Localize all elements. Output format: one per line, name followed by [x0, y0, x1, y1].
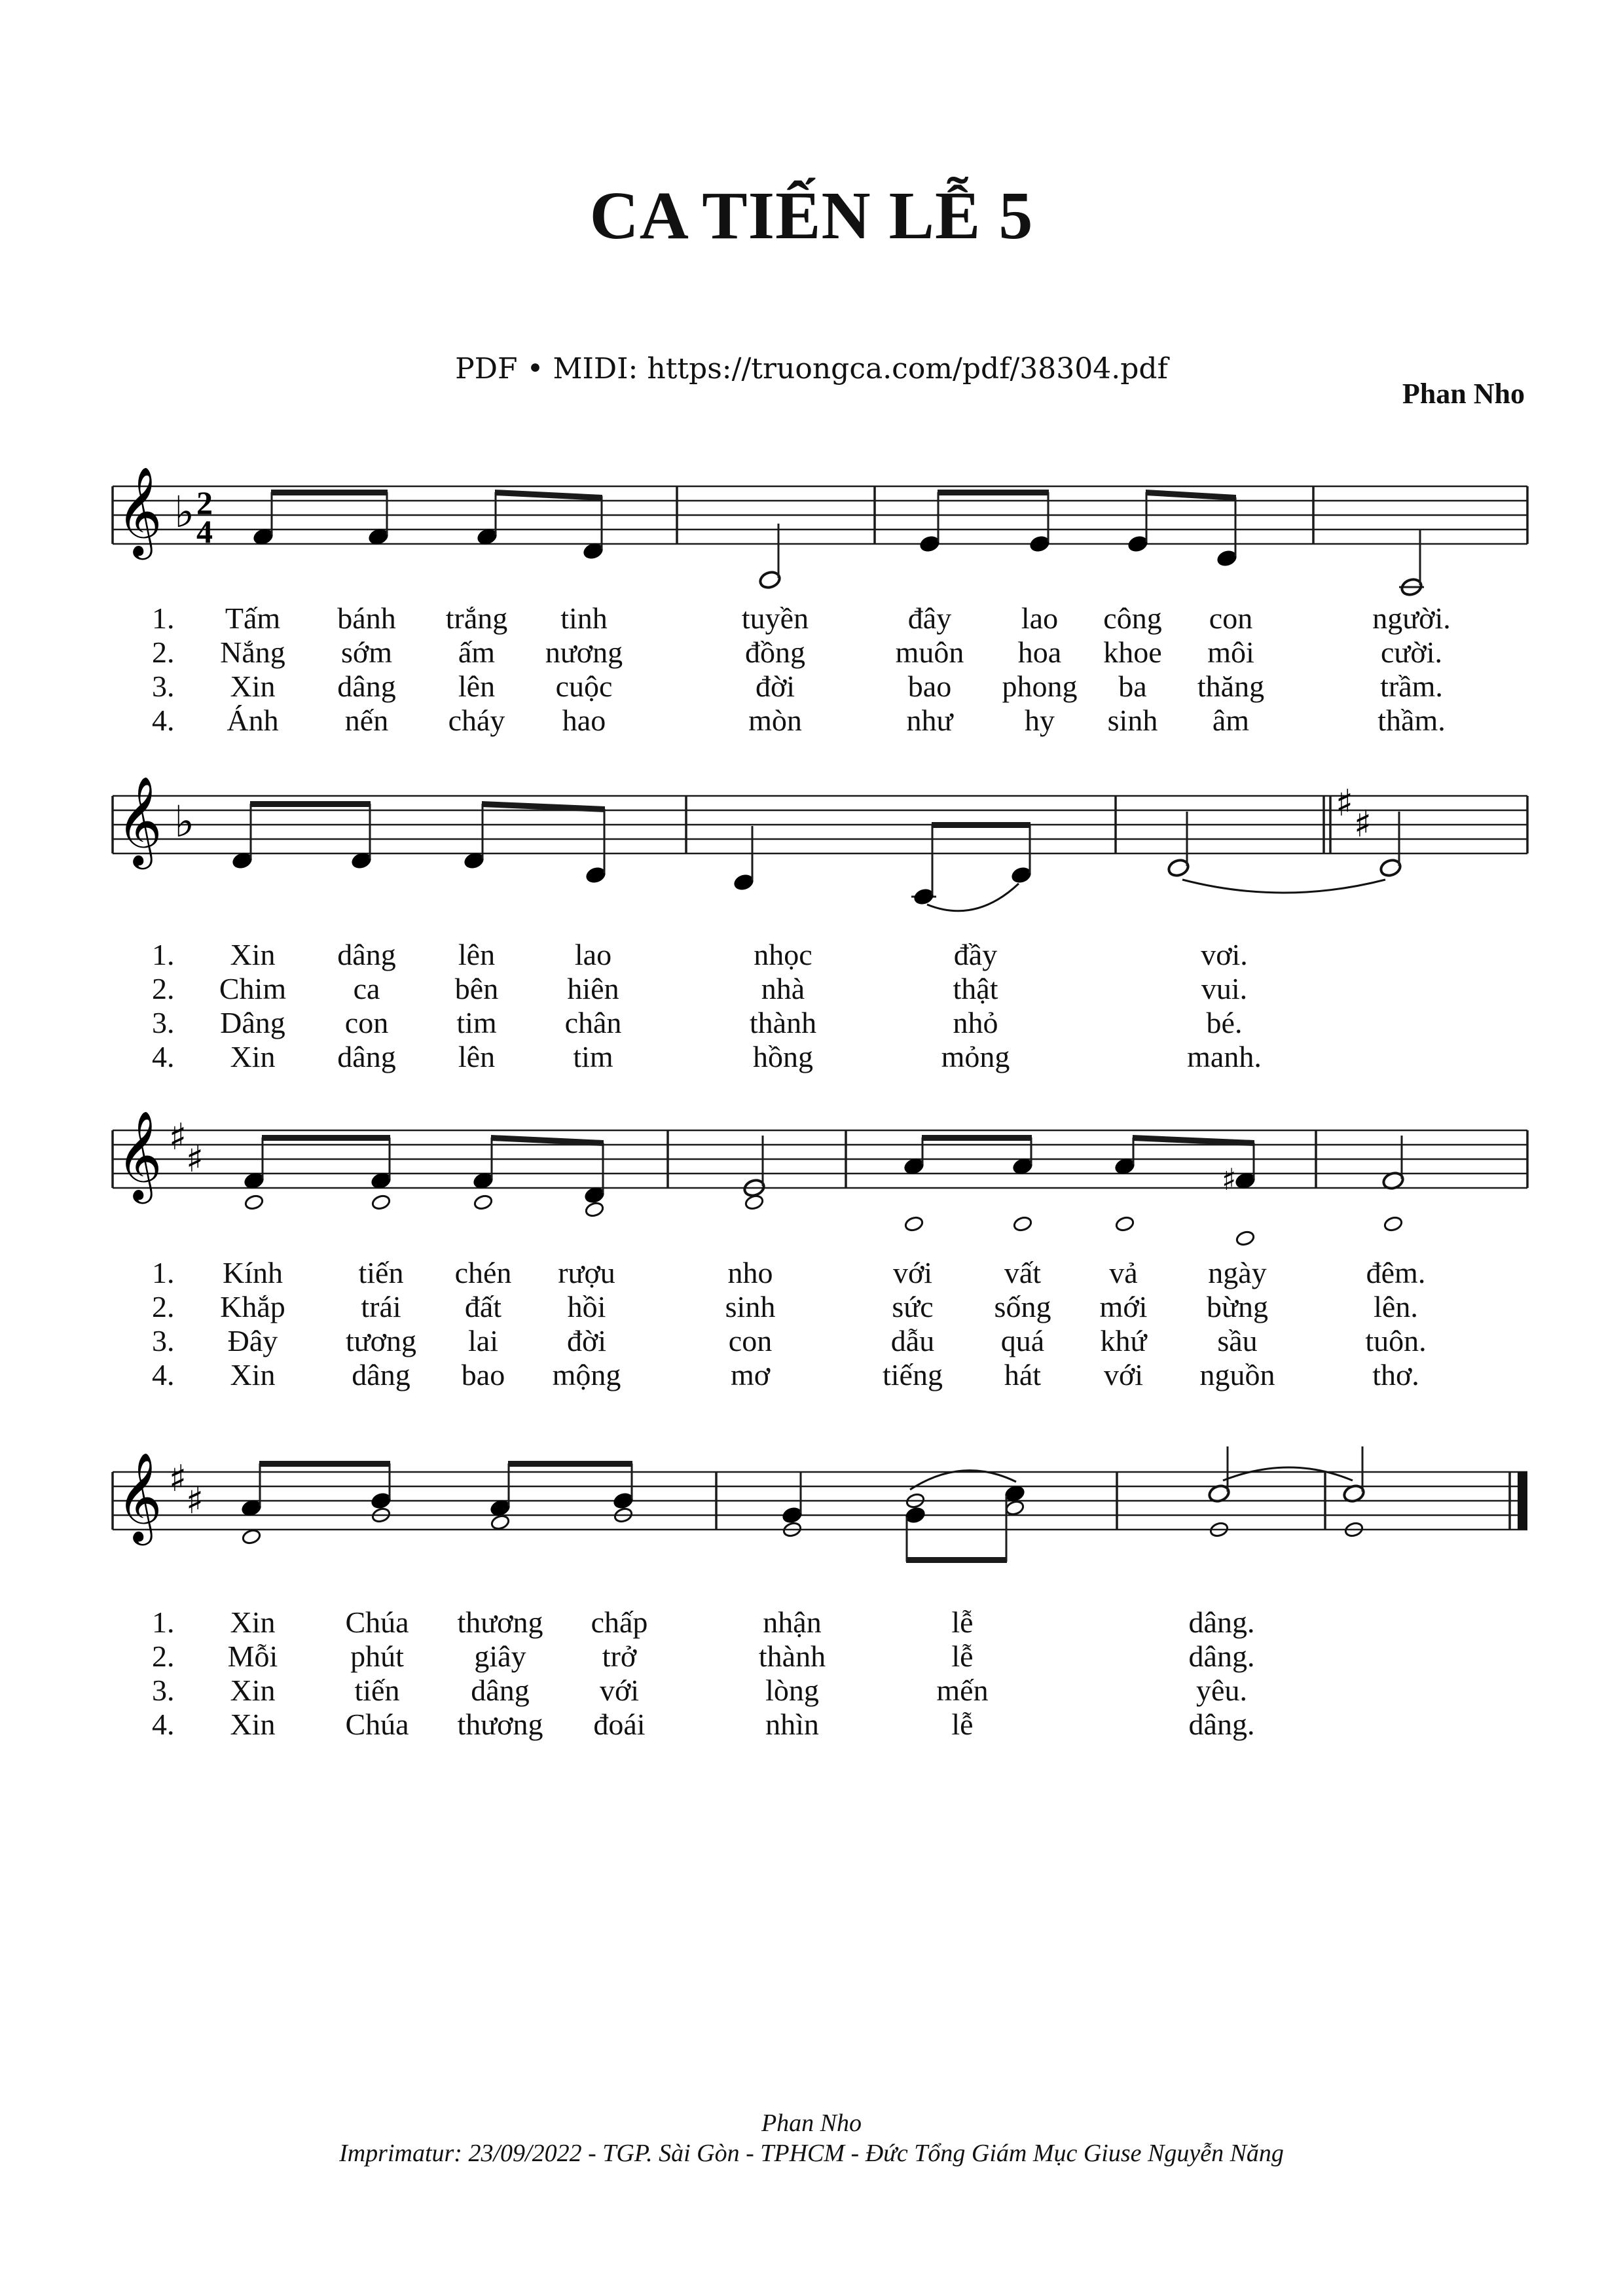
lyric-syllable: lên	[458, 938, 496, 971]
lyric-syllable: với	[1103, 1358, 1144, 1391]
verse-number: 1.	[152, 938, 175, 971]
lyric-syllable: môi	[1207, 636, 1254, 669]
verse-number: 1.	[152, 1256, 175, 1289]
lyrics-system-2	[152, 938, 1262, 1073]
lyric-syllable: Xin	[230, 938, 276, 971]
lyric-syllable: lên	[458, 1040, 496, 1073]
lyrics-system-4	[152, 1605, 1254, 1741]
sharp-sign-icon: ♯	[186, 1138, 204, 1181]
lyric-syllable: ca	[353, 972, 380, 1005]
lyric-syllable: thật	[953, 972, 998, 1005]
sharp-sign-icon: ♯	[186, 1480, 204, 1522]
lyric-syllable: sầu	[1217, 1324, 1258, 1357]
lyric-syllable: mới	[1099, 1290, 1148, 1323]
sharp-sign-icon: ♯	[169, 1458, 187, 1500]
footer-composer: Phan Nho	[761, 2109, 862, 2137]
lyric-syllable: dâng	[471, 1674, 530, 1707]
lyric-syllable: tuyền	[741, 601, 809, 635]
lyric-syllable: khoe	[1103, 636, 1162, 669]
lyric-syllable: thầm.	[1377, 704, 1446, 737]
lyric-syllable: công	[1103, 601, 1162, 635]
lyric-syllable: phong	[1002, 670, 1078, 703]
lyric-syllable: thành	[758, 1640, 826, 1673]
lyric-syllable: nhà	[761, 972, 805, 1005]
sharp-sign-icon: ♯	[1336, 782, 1354, 825]
lyric-syllable: tiến	[354, 1674, 400, 1707]
time-signature-top: 2	[196, 484, 213, 521]
lyric-syllable: nến	[344, 704, 389, 737]
lyric-syllable: vả	[1109, 1256, 1138, 1289]
lyric-syllable: dâng	[337, 938, 396, 971]
lyric-syllable: Xin	[230, 1605, 276, 1639]
lyric-syllable: trắng	[445, 601, 508, 635]
sharp-sign-icon: ♯	[169, 1116, 187, 1158]
lyric-syllable: lễ	[951, 1605, 974, 1639]
lyric-syllable: con	[344, 1006, 389, 1039]
footer-imprimatur: Imprimatur: 23/09/2022 - TGP. Sài Gòn - TPHCM - Đức Tổng Giám Mục Giuse Nguyễn Năng	[339, 2140, 1284, 2167]
verse-number: 2.	[152, 972, 175, 1005]
lyric-syllable: đồng	[745, 636, 805, 669]
lyric-syllable: cười.	[1381, 636, 1442, 669]
lyric-syllable: lễ	[951, 1640, 974, 1673]
lyric-syllable: con	[728, 1324, 773, 1357]
lyric-syllable: sinh	[1107, 704, 1158, 737]
lyric-syllable: Mỗi	[227, 1640, 278, 1673]
lyric-syllable: hoa	[1017, 636, 1062, 669]
lyric-syllable: tương	[345, 1324, 417, 1357]
lyric-syllable: sức	[892, 1290, 934, 1323]
lyric-syllable: Khắp	[220, 1290, 285, 1323]
lyric-syllable: lòng	[765, 1674, 819, 1707]
staff-system-2	[113, 775, 1527, 911]
lyric-syllable: Tấm	[225, 601, 281, 635]
lyric-syllable: hy	[1025, 704, 1055, 737]
staff-system-1	[113, 465, 1527, 597]
lyric-syllable: hát	[1004, 1358, 1042, 1391]
lyric-syllable: mòn	[748, 704, 802, 737]
lyric-syllable: mơ	[730, 1358, 771, 1391]
lyric-syllable: âm	[1212, 704, 1250, 737]
lyric-syllable: vơi.	[1201, 938, 1248, 971]
lyric-syllable: nhìn	[765, 1708, 819, 1741]
lyric-syllable: trầm.	[1380, 670, 1443, 703]
slur	[927, 884, 1019, 911]
lyric-syllable: Dâng	[220, 1006, 285, 1039]
staff-system-3	[113, 1109, 1527, 1247]
lyric-syllable: chân	[564, 1006, 622, 1039]
flat-sign-icon: ♭	[174, 487, 195, 537]
lyric-syllable: với	[892, 1256, 933, 1289]
lyric-syllable: tim	[456, 1006, 497, 1039]
lyric-syllable: bánh	[337, 601, 396, 635]
lyric-syllable: dâng	[352, 1358, 410, 1391]
sharp-sign-icon: ♯	[1354, 803, 1372, 846]
lyric-syllable: đời	[566, 1324, 607, 1357]
tie	[1223, 1467, 1353, 1480]
lyric-syllable: đầy	[953, 938, 998, 971]
verse-number: 3.	[152, 670, 175, 703]
composer-name: Phan Nho	[1402, 378, 1525, 410]
lyric-syllable: muôn	[895, 636, 964, 669]
lyric-syllable: thương	[457, 1605, 543, 1639]
lyric-syllable: nguồn	[1199, 1358, 1275, 1391]
lyric-syllable: dâng	[337, 670, 396, 703]
lyric-syllable: trái	[361, 1290, 401, 1323]
lyric-syllable: sớm	[340, 636, 393, 669]
lyric-syllable: hiên	[567, 972, 619, 1005]
lyric-syllable: bao	[907, 670, 952, 703]
lyric-syllable: lên	[458, 670, 496, 703]
sharp-sign-icon: ♯	[1222, 1162, 1237, 1197]
verse-number: 4.	[152, 1040, 175, 1073]
verse-number: 4.	[152, 1708, 175, 1741]
lyric-syllable: mỏng	[941, 1040, 1010, 1073]
lyric-syllable: tiếng	[883, 1358, 943, 1391]
lyric-syllable: đoái	[593, 1708, 646, 1741]
lyric-syllable: thơ.	[1372, 1358, 1419, 1391]
verse-number: 3.	[152, 1006, 175, 1039]
lyric-syllable: lai	[468, 1324, 498, 1357]
verse-number: 1.	[152, 601, 175, 635]
lyrics-system-3	[152, 1256, 1427, 1391]
treble-clef-icon: 𝄞	[117, 775, 162, 865]
flat-sign-icon: ♭	[174, 797, 195, 847]
lyric-syllable: tinh	[560, 601, 608, 635]
lyric-syllable: Kính	[223, 1256, 283, 1289]
lyric-syllable: bên	[454, 972, 499, 1005]
lyric-syllable: dâng	[337, 1040, 396, 1073]
lyric-syllable: Xin	[230, 670, 276, 703]
lyric-syllable: Xin	[230, 1358, 276, 1391]
lyrics-system-1	[152, 601, 1451, 737]
lyric-syllable: sống	[994, 1290, 1051, 1323]
lyric-syllable: cuộc	[555, 670, 613, 703]
lyric-syllable: dâng.	[1188, 1708, 1255, 1741]
lyric-syllable: Ánh	[227, 704, 279, 737]
lyric-syllable: nhọc	[754, 938, 812, 971]
lyric-syllable: dâng.	[1188, 1640, 1255, 1673]
lyric-syllable: hồi	[567, 1290, 606, 1323]
lyric-syllable: hồng	[753, 1040, 813, 1073]
lyric-syllable: quá	[1000, 1324, 1045, 1357]
lyric-syllable: yêu.	[1196, 1674, 1247, 1707]
lyric-syllable: Xin	[230, 1040, 276, 1073]
treble-clef-icon: 𝄞	[117, 465, 162, 556]
lyric-syllable: tiến	[358, 1256, 404, 1289]
staff-system-4	[113, 1446, 1527, 1563]
verse-number: 2.	[152, 636, 175, 669]
lyric-syllable: dâng.	[1188, 1605, 1255, 1639]
song-title: CA TIẾN LỄ 5	[589, 178, 1034, 253]
lyric-syllable: nho	[727, 1256, 773, 1289]
lyric-syllable: nhỏ	[953, 1006, 998, 1039]
lyric-syllable: Nắng	[220, 636, 285, 669]
lyric-syllable: hao	[562, 704, 606, 737]
lyric-syllable: nhận	[763, 1605, 822, 1639]
lyric-syllable: đêm.	[1366, 1256, 1426, 1289]
lyric-syllable: phút	[350, 1640, 404, 1673]
lyric-syllable: lao	[1021, 601, 1059, 635]
lyric-syllable: chén	[454, 1256, 512, 1289]
treble-clef-icon: 𝄞	[117, 1109, 162, 1200]
lyric-syllable: lên.	[1374, 1290, 1418, 1323]
lyric-syllable: mộng	[552, 1358, 621, 1391]
time-signature-bottom: 4	[196, 513, 213, 550]
verse-number: 1.	[152, 1605, 175, 1639]
lyric-syllable: tim	[573, 1040, 613, 1073]
lyric-syllable: chấp	[591, 1605, 648, 1639]
tie	[1182, 880, 1385, 893]
lyric-syllable: nương	[545, 636, 623, 669]
lyric-syllable: cháy	[448, 704, 505, 737]
lyric-syllable: Chúa	[345, 1605, 409, 1639]
lyric-syllable: thương	[457, 1708, 543, 1741]
treble-clef-icon: 𝄞	[117, 1451, 162, 1541]
lyric-syllable: con	[1209, 601, 1253, 635]
verse-number: 3.	[152, 1324, 175, 1357]
lyric-syllable: đất	[464, 1290, 502, 1323]
lyric-syllable: ngày	[1208, 1256, 1267, 1289]
lyric-syllable: rượu	[558, 1256, 615, 1289]
lyric-syllable: lễ	[951, 1708, 974, 1741]
lyric-syllable: vui.	[1201, 972, 1248, 1005]
lyric-syllable: thăng	[1197, 670, 1265, 703]
lyric-syllable: Xin	[230, 1674, 276, 1707]
lyric-syllable: Chim	[219, 972, 287, 1005]
lyric-syllable: Đây	[227, 1324, 278, 1357]
verse-number: 4.	[152, 1358, 175, 1391]
verse-number: 3.	[152, 1674, 175, 1707]
lyric-syllable: đây	[907, 601, 952, 635]
final-barline	[1518, 1472, 1527, 1530]
lyric-syllable: bừng	[1207, 1290, 1268, 1323]
lyric-syllable: sinh	[725, 1290, 776, 1323]
lyric-syllable: trở	[602, 1640, 637, 1673]
lyric-syllable: Xin	[230, 1708, 276, 1741]
lyric-syllable: giây	[474, 1640, 526, 1673]
lyric-syllable: vất	[1004, 1256, 1042, 1289]
lyric-syllable: tuôn.	[1365, 1324, 1427, 1357]
lyric-syllable: thành	[749, 1006, 817, 1039]
lyric-syllable: khứ	[1100, 1324, 1147, 1357]
lyric-syllable: người.	[1372, 601, 1451, 635]
lyric-syllable: ấm	[458, 636, 496, 669]
verse-number: 4.	[152, 704, 175, 737]
verse-number: 2.	[152, 1640, 175, 1673]
lyric-syllable: lao	[574, 938, 612, 971]
lyric-syllable: bé.	[1206, 1006, 1243, 1039]
lyric-syllable: bao	[461, 1358, 505, 1391]
lyric-syllable: mến	[936, 1674, 989, 1707]
lyric-syllable: đời	[755, 670, 795, 703]
lyric-syllable: Chúa	[345, 1708, 409, 1741]
lyric-syllable: như	[906, 704, 953, 737]
lyric-syllable: ba	[1118, 670, 1147, 703]
pdf-midi-link[interactable]: PDF • MIDI: https://truongca.com/pdf/38304.pdf	[455, 352, 1168, 386]
lyric-syllable: manh.	[1187, 1040, 1262, 1073]
verse-number: 2.	[152, 1290, 175, 1323]
lyric-syllable: với	[599, 1674, 640, 1707]
lyric-syllable: dẫu	[890, 1324, 935, 1357]
